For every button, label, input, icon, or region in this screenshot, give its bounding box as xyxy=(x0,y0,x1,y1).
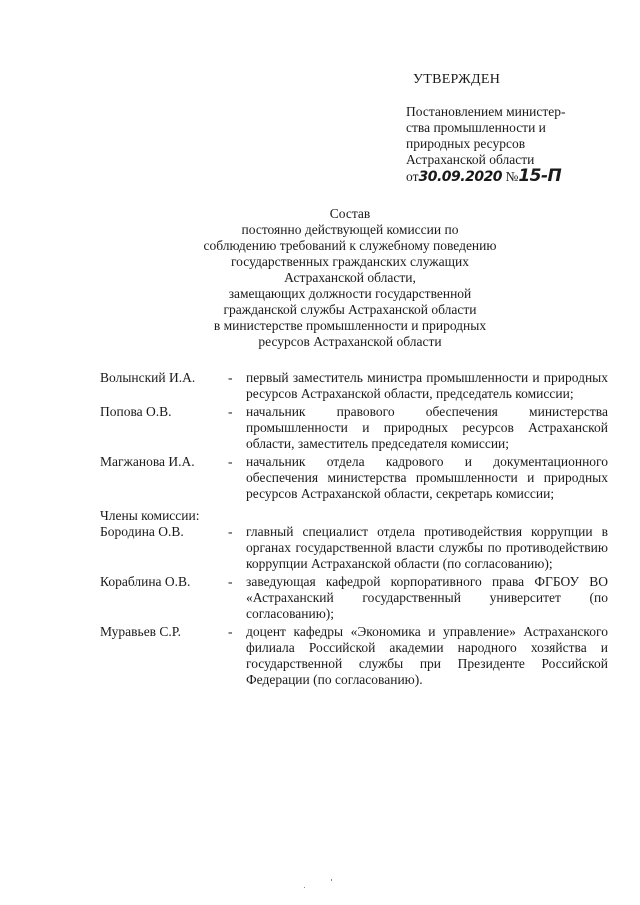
member-description: начальник правового обеспечения министерства промышленности и природных ресурсов Астраханской области, заместитель председателя комиссии; xyxy=(246,404,608,451)
member-name: Попова О.В. xyxy=(100,404,172,419)
member-dash: - xyxy=(228,454,233,469)
approval-line: ства промышленности и xyxy=(406,120,546,135)
scan-speck xyxy=(331,879,332,881)
member-row xyxy=(100,574,608,622)
member-row xyxy=(100,404,608,452)
approval-block xyxy=(406,104,606,185)
title-line: замещающих должности государственной xyxy=(228,286,472,301)
title-line: гражданской службы Астраханской области xyxy=(223,302,477,317)
member-name: Кораблина О.В. xyxy=(100,574,191,589)
approval-heading: УТВЕРЖДЕН xyxy=(413,72,501,87)
title-line: соблюдению требований к служебному поведению xyxy=(203,238,497,253)
member-dash: - xyxy=(228,524,233,539)
member-row xyxy=(100,454,608,502)
approval-date-line xyxy=(406,168,606,185)
member-dash: - xyxy=(228,404,233,419)
member-name: Бородина О.В. xyxy=(100,524,184,539)
title-line: ресурсов Астраханской области xyxy=(258,334,442,349)
member-dash: - xyxy=(228,370,233,385)
member-dash: - xyxy=(228,574,233,589)
member-description: заведующая кафедрой корпоративного права ФГБОУ ВО «Астраханский государственный университет (по согласованию); xyxy=(246,574,608,621)
handwritten-number: 15-П xyxy=(518,166,562,186)
approval-line: природных ресурсов xyxy=(406,136,526,151)
title-line: Астраханской области, xyxy=(284,270,416,285)
member-description: начальник отдела кадрового и документационного обеспечения министерства промышленности и природных ресурсов Астраханской области, секретарь комиссии; xyxy=(246,454,608,501)
approval-line: Постановлением министер- xyxy=(406,104,566,119)
member-row xyxy=(100,524,608,572)
handwritten-date: 30.09.2020 xyxy=(418,169,503,185)
title-line: Состав xyxy=(329,206,371,221)
number-prefix: № xyxy=(505,169,519,184)
title-line: в министерстве промышленности и природных xyxy=(213,318,487,333)
member-description: главный специалист отдела противодействия коррупции в органах государственной власти службы по противодействию коррупции Астраханской области (по согласованию); xyxy=(246,524,608,571)
commission-list xyxy=(100,370,608,690)
member-row xyxy=(100,624,608,688)
member-name: Муравьев С.Р. xyxy=(100,624,182,639)
member-description: доцент кафедры «Экономика и управление» Астраханского филиала Российской академии народного хозяйства и государственной службы при Президенте Российской Федерации (по согласованию). xyxy=(246,624,608,687)
date-prefix: от xyxy=(406,169,419,184)
approval-line: Астраханской области xyxy=(406,152,535,167)
member-dash: - xyxy=(228,624,233,639)
member-name: Магжанова И.А. xyxy=(100,454,195,469)
member-row xyxy=(100,370,608,402)
document-title xyxy=(150,206,550,350)
title-line: постоянно действующей комиссии по xyxy=(241,222,459,237)
member-name: Волынский И.А. xyxy=(100,370,196,385)
scan-speck xyxy=(304,887,305,888)
members-heading: Члены комиссии: xyxy=(100,508,200,523)
member-description: первый заместитель министра промышленности и природных ресурсов Астраханской области, председатель комиссии; xyxy=(246,370,608,401)
title-line: государственных гражданских служащих xyxy=(230,254,470,269)
